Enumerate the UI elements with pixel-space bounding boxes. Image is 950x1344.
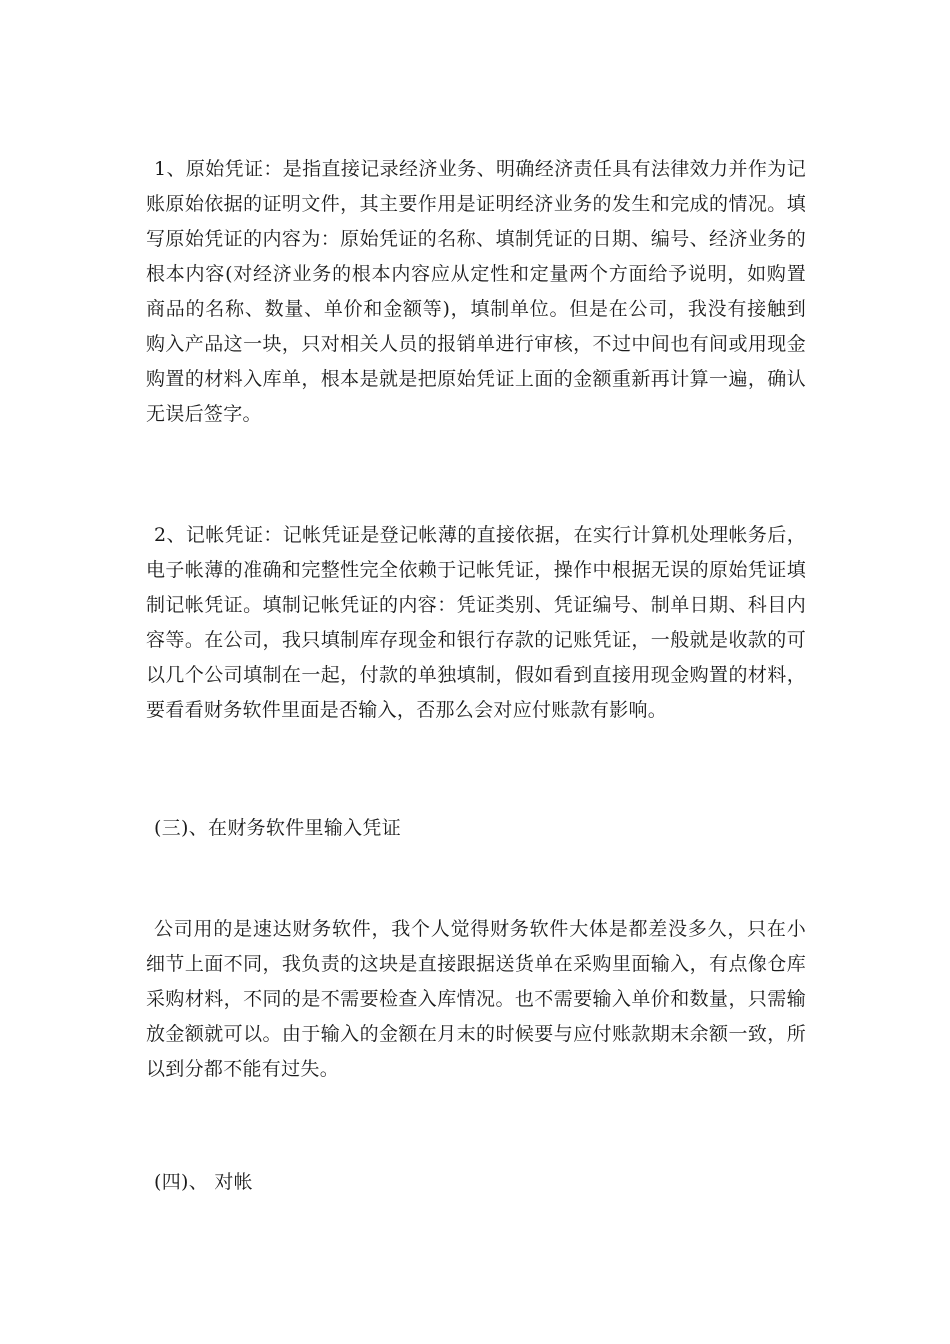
paragraph-original-voucher: 1、原始凭证：是指直接记录经济业务、明确经济责任具有法律效力并作为记账原始依据的证明文件，其主要作用是证明经济业务的发生和完成的情况。填写原始凭证的内容为：原始凭证的名称、填制凭证的日期、编号、经济业务的根本内容(对经济业务的根本内容应从定性和定量两个方面给予说明，如购置商品的名称、数量、单价和金额等)，填制单位。但是在公司，我没有接触到购入产品这一块，只对相关人员的报销单进行审核，不过中间也有间或用现金购置的材料入库单，根本是就是把原始凭证上面的金额重新再计算一遍，确认无误后签字。 [146,158,806,425]
paragraph-accounting-voucher: 2、记帐凭证：记帐凭证是登记帐薄的直接依据，在实行计算机处理帐务后，电子帐薄的准确和完整性完全依赖于记帐凭证，操作中根据无误的原始凭证填制记帐凭证。填制记帐凭证的内容：凭证类别、凭证编号、制单日期、科目内容等。在公司，我只填制库存现金和银行存款的记账凭证，一般就是收款的可以几个公司填制在一起，付款的单独填制，假如看到直接用现金购置的材料，要看看财务软件里面是否输入，否那么会对应付账款有影响。 [146,524,806,721]
paragraph-software-usage: 公司用的是速达财务软件，我个人觉得财务软件大体是都差没多久，只在小细节上面不同，我负责的这块是直接跟据送货单在采购里面输入，有点像仓库采购材料，不同的是不需要检查入库情况。也不需要输入单价和数量，只需输放金额就可以。由于输入的金额在月末的时候要与应付账款期末余额一致，所以到分都不能有过失。 [146,918,806,1080]
section-heading-software-entry: (三)、在财务软件里输入凭证 [154,817,402,839]
section-heading-reconciliation: (四)、 对帐 [154,1171,253,1193]
